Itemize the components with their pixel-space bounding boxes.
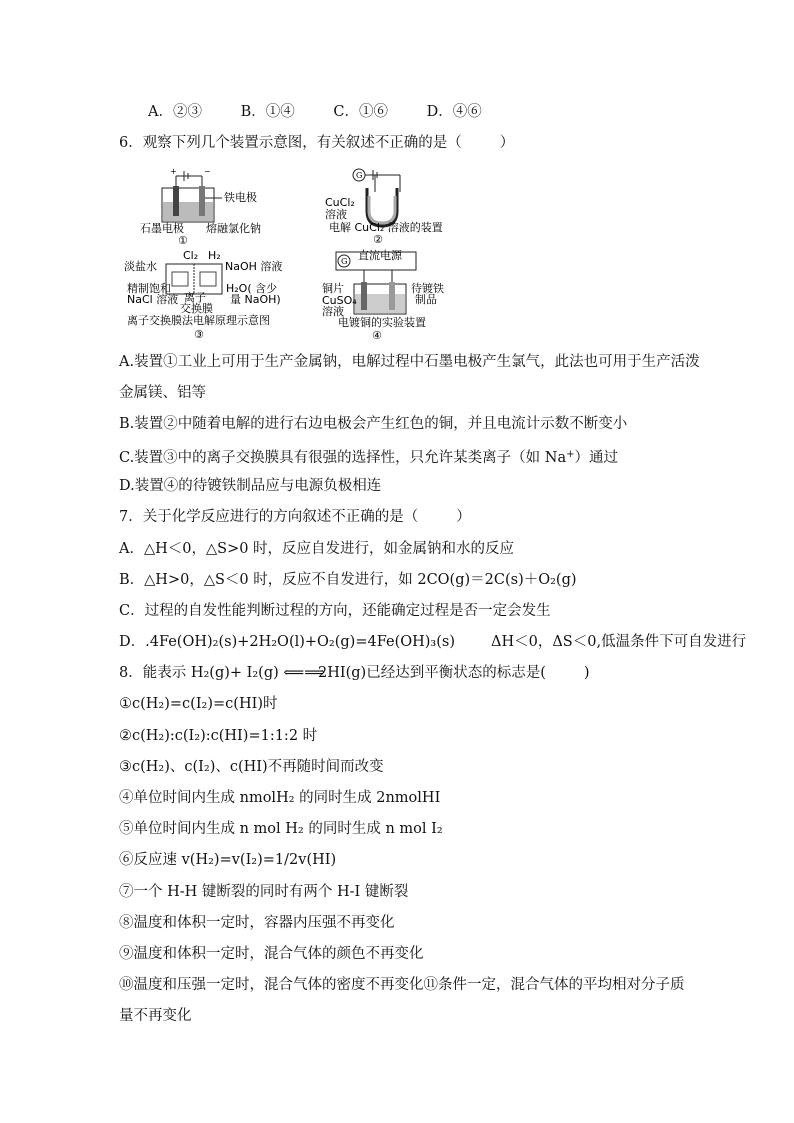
fig4-label-solution: 溶液 <box>322 305 344 318</box>
fig2-label-solution: 溶液 <box>325 208 347 221</box>
q5-options-row <box>148 102 516 122</box>
fig3-label-h2: H₂ <box>208 249 221 262</box>
q8-item-10-11: ⑩温度和压强一定时，混合气体的密度不再变化⑪条件一定，混合气体的平均相对分子质 <box>119 977 685 993</box>
fig4-number: ④ <box>372 329 382 342</box>
q6-option-d: D.装置④的待镀铁制品应与电源负极相连 <box>119 478 382 494</box>
fig2-galvanometer: G <box>356 171 363 180</box>
fig3-label-trace-naoh: 量 NaOH) <box>230 293 281 306</box>
fig4-label-cuso4: CuSO₄ <box>322 294 357 307</box>
fig3-label-naoh: NaOH 溶液 <box>225 260 283 273</box>
fig4-caption: 电镀铜的实验装置 <box>338 316 426 329</box>
figure-2-cucl2-electrolysis <box>325 166 450 246</box>
fig3-label-water: H₂O( 含少 <box>226 282 278 295</box>
q8-item-5: ⑤单位时间内生成 n mol H₂ 的同时生成 n mol I₂ <box>119 821 443 837</box>
fig3-label-nacl: NaCl 溶液 <box>127 293 179 306</box>
q5-option-b: B．①④ <box>240 104 295 120</box>
q7-stem: 7．关于化学反应进行的方向叙述不正确的是（ ） <box>119 509 471 525</box>
q8-item-7: ⑦一个 H-H 键断裂的同时有两个 H-I 键断裂 <box>119 884 409 900</box>
fig4-label-dc-power: 直流电源 <box>358 249 402 262</box>
q6-option-c: C.装置③中的离子交换膜具有很强的选择性，只允许某类离子（如 Na+）通过 <box>119 449 619 466</box>
fig3-label-dilute-brine: 淡盐水 <box>124 260 157 273</box>
q6-option-a-line1: A.装置①工业上可用于生产金属钠，电解过程中石墨电极产生氯气，此法也可用于生产活泼 <box>119 354 700 370</box>
fig3-label-cl2: Cl₂ <box>183 249 199 262</box>
fig4-galvanometer: G <box>341 257 348 266</box>
figure-1-molten-nacl-electrolysis <box>140 168 290 246</box>
fig2-caption: 电解 CuCl₂ 溶液的装置 <box>329 221 443 234</box>
q6-option-a-line2: 金属镁、铝等 <box>119 385 206 401</box>
fig3-label-ion: 离子 <box>184 291 206 304</box>
fig3-caption: 离子交换膜法电解原理示意图 <box>127 314 270 327</box>
fig3-label-saturated: 精制饱和 <box>127 282 171 295</box>
q5-option-c: C．①⑥ <box>333 104 388 120</box>
q8-item-3: ③c(H₂)、c(I₂)、c(HI)不再随时间而改变 <box>119 759 384 775</box>
fig1-label-graphite: 石墨电极 <box>140 222 184 235</box>
fig1-label-molten-nacl: 熔融氯化钠 <box>206 222 261 235</box>
fig4-label-iron-item: 待镀铁 <box>411 282 444 295</box>
q8-item-9: ⑨温度和体积一定时，混合气体的颜色不再变化 <box>119 946 424 962</box>
q8-item-11-cont: 量不再变化 <box>119 1008 192 1024</box>
q7-option-a: A．△H＜0，△S>0 时，反应自发进行，如金属钠和水的反应 <box>119 541 515 557</box>
fig1-number: ① <box>178 234 188 246</box>
fig3-label-membrane: 交换膜 <box>180 302 213 315</box>
q8-item-4: ④单位时间内生成 nmolH₂ 的同时生成 2nmolHI <box>119 790 441 806</box>
q8-item-8: ⑧温度和体积一定时，容器内压强不再变化 <box>119 915 395 931</box>
q6-option-b: B.装置②中随着电解的进行右边电极会产生红色的铜，并且电流计示数不断变小 <box>119 416 628 432</box>
fig4-label-copper: 铜片 <box>322 282 344 295</box>
equilibrium-arrow: ⟸⟹ <box>283 665 325 681</box>
fig2-label-cucl2: CuCl₂ <box>325 196 355 209</box>
figure-3-ion-exchange-membrane <box>124 248 299 342</box>
fig4-label-product: 制品 <box>415 293 437 306</box>
q7-option-d: D．.4Fe(OH)₂(s)+2H₂O(l)+O₂(g)=4Fe(OH)₃(s) ΔH＜0，ΔS＜0,低温条件下可自发进行 <box>119 634 747 650</box>
svg-text:−: − <box>204 168 211 176</box>
q5-option-d: D．④⑥ <box>426 104 482 120</box>
q8-stem: 8．能表示 H₂(g)+ I₂(g) ⟸⟹ 2HI(g)已经达到平衡状态的标志是( ) <box>119 665 590 681</box>
q7-option-c: C．过程的自发性能判断过程的方向，还能确定过程是否一定会发生 <box>119 603 551 619</box>
fig3-number: ③ <box>194 328 204 341</box>
figure-4-copper-plating <box>318 246 458 342</box>
q8-item-2: ②c(H₂):c(I₂):c(HI)=1:1:2 时 <box>119 728 318 744</box>
svg-text:+: + <box>170 168 177 176</box>
q5-option-a: A．②③ <box>148 104 202 120</box>
q7-option-b: B．△H>0，△S＜0 时，反应不自发进行，如 2CO(g)＝2C(s)＋O₂(g) <box>119 572 577 588</box>
q8-item-6: ⑥反应速 v(H₂)=v(I₂)=1/2v(HI) <box>119 852 337 868</box>
fig2-number: ② <box>373 233 383 246</box>
q6-stem: 6．观察下列几个装置示意图，有关叙述不正确的是（ ） <box>119 135 515 151</box>
fig1-label-iron: 铁电极 <box>224 191 257 204</box>
q8-item-1: ①c(H₂)=c(I₂)=c(HI)时 <box>119 696 278 712</box>
